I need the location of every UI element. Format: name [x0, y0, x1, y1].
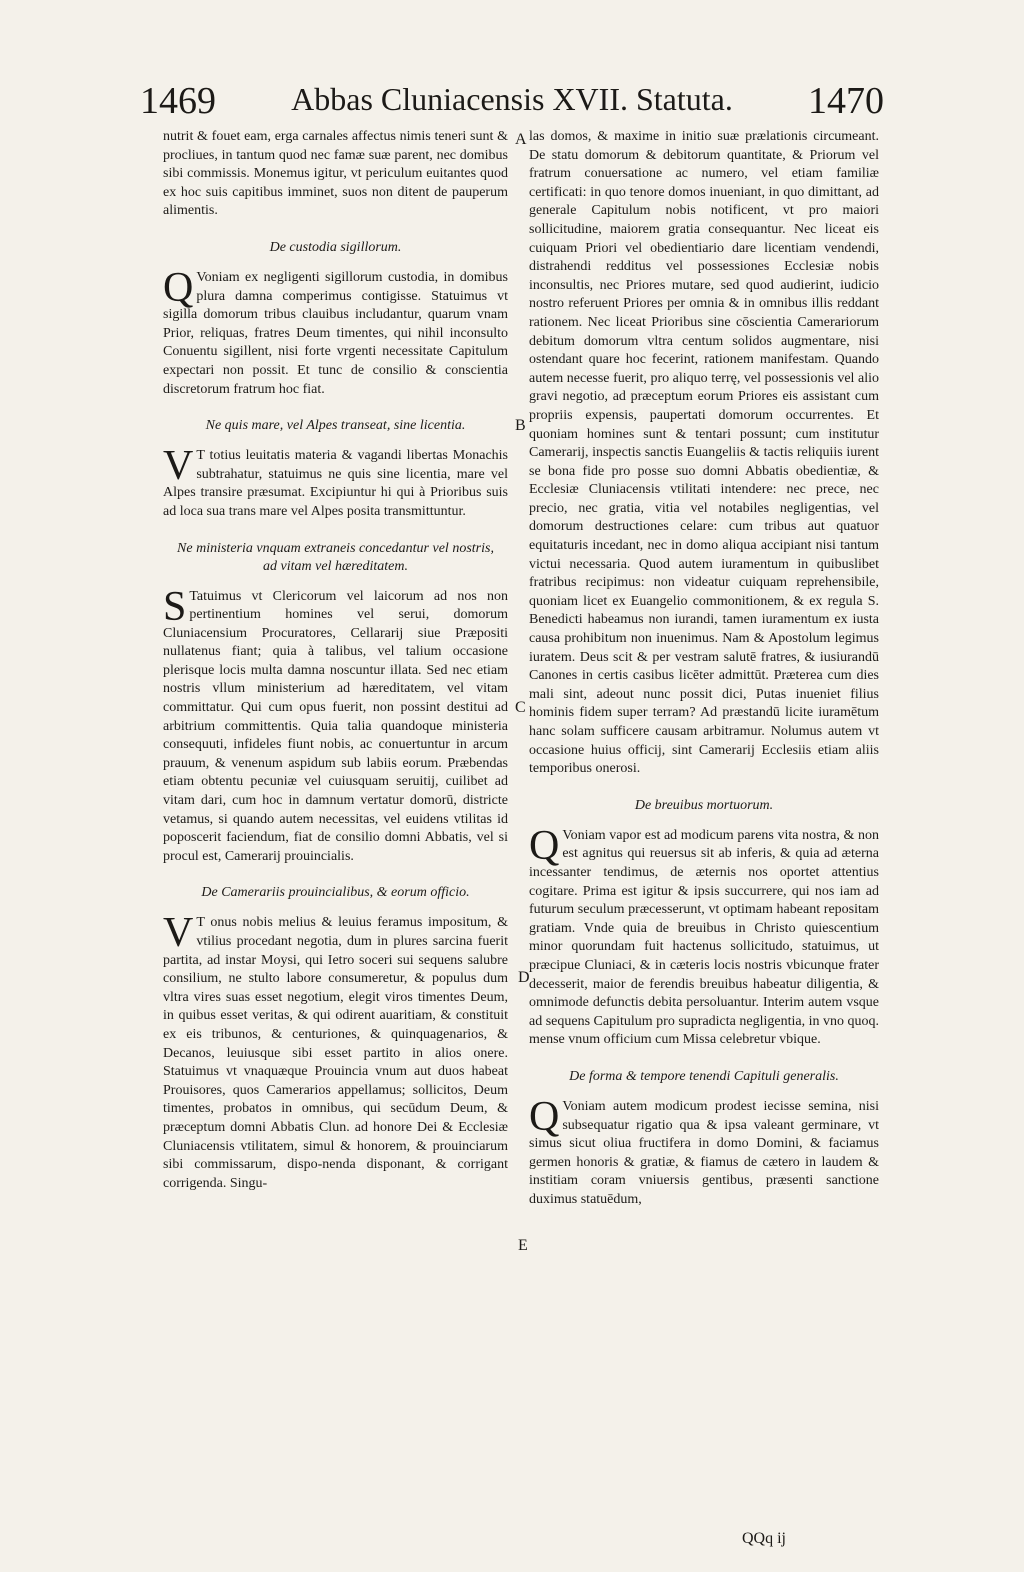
section-heading: Ne quis mare, vel Alpes transeat, sine licentia. [205, 418, 466, 434]
section-heading: Ne ministeria vnquam extraneis concedantur vel nostris, ad vitam vel hæreditatem. [177, 540, 494, 574]
right-page-number: 1470 [808, 80, 884, 122]
section-paragraph [163, 264, 508, 399]
margin-letter-d: D [518, 969, 530, 986]
drop-cap: S [163, 583, 187, 630]
drop-cap: Q [163, 264, 194, 311]
margin-letter-c: C [515, 699, 526, 716]
section-heading: De Camerariis prouincialibus, & eorum officio. [201, 885, 470, 901]
right-column [529, 128, 879, 1209]
section-paragraph [163, 583, 508, 867]
section-text: Voniam ex negligenti sigillorum custodia, in domibus plura damna comperimus contigisse. Statuimus vt sigilla domorum tribus clauibus includantur, quarum vnam Prior, reliquas, fratres Deum timentes, qui nihil inconsulto Conuentu sigillent, nisi forte vrgenti necessitate Capitulum expectari non possit. Et tunc de consilio & conscientia discretorum fratrum hoc fiat. [163, 269, 508, 397]
drop-cap: Q [529, 1093, 560, 1140]
left-column [163, 128, 508, 1193]
page-header [140, 82, 884, 132]
right-intro-paragraph: las domos, & maxime in initio suæ prælationis circumeant. De statu domorum & debitorum quantitate, & Priorum vel fratrum conuersatione ac numero, vel etiam familiæ certificati: in quo tenore domos inueniant, in quo dimittant, ad generale Capitulum nobis notificent, vt pro maiori sollicitudine, maiorem gratia consequantur. Nec liceat eis cuiquam Priori vel obedientiario dare licentiam vendendi, distrahendi redditus vel possessiones Ecclesiæ nobis inconsultis, nec Priores mutare, sed quod audierint, iudicio nostro referuent Priores per omnia & in omnibus illis reddant rationem. Nec liceat Prioribus sine cōscientia Camerariorum debitum domorum vltra centum solidos augmentare, nisi ostendant quare hoc fecerint, rationem manifestam. Quando autem necesse fuerit, pro aliquo terrę, vel possessionis vel alio gravi negotio, ad præceptum eorum Priores eis assistant cum propriis expensis, paupertati domorum occurrentes. Et quoniam homines sunt & tentari possunt; cum institutur Camerarij, inspectis sanctis Euangeliis & tactis reliquiis iurent se bona fide pro posse suo domni Abbatis obedientiæ, & Ecclesiæ Cluniacensis vtilitati intendere: nec prece, nec precio, nec gratia, vitia vel notabiles negligentias, vel domorum destructiones celare: cum tribus aut quatuor equitaturis incedant, nec in domo aliqua accipiant nisi tantum victui necessaria. Quod autem iuramentum in quibuslibet fratribus recipimus: non videatur cuiquam reprehensibile, quoniam licet ex Euangelio commonitionem, & ex regula S. Benedicti habeamus non iurandi, tamen iuramentum ex iusta causa prohibitum non inuenimus. Nam & Apostolum legimus iuratem. Deus scit & per vestram salutē fratres, & iusiurandū Canones in certis casibus licēter admittūt. Præterea cum dies mali sint, adeout nunc possit dici, Putas inueniet filius hominis fidem super terram? Ad præstandū licite iuramētum hanc solam sufficere causam arbitramur. Nolumus autem vt occasione huius officij, sint Camerarij Ecclesiis etiam aliis temporibus onerosi. [529, 129, 879, 777]
drop-cap: V [163, 443, 194, 490]
drop-cap: V [163, 910, 194, 957]
section-heading: De breuibus mortuorum. [634, 797, 774, 813]
section-text: Voniam autem modicum prodest iecisse semina, nisi subsequatur rigatio qua & ipsa valeant germinare, vt simus sicut oliua fructifera in domo Domini, & faciamus germen honoris & gratiæ, & fiamus de cætero in laudem & institiam coram vniuersis gentibus, præsenti sanctione duximus statuēdum, [529, 1098, 879, 1207]
section-paragraph [163, 910, 508, 1193]
section-paragraph [529, 1093, 879, 1210]
section-text: T totius leuitatis materia & vagandi libertas Monachis subtrahatur, statuimus ne quis sine licentia, mare vel Alpes transire præsumat. Excipiuntur hi qui à Prioribus suis ad loca sua trans mare vel Alpes posita transmittuntur. [163, 448, 508, 519]
section-heading: De custodia sigillorum. [269, 239, 402, 255]
left-intro-paragraph: nutrit & fouet eam, erga carnales affectus nimis teneri sunt & procliues, in tantum quod nec famæ suæ parent, nec domibus sibi commissis. Monemus igitur, vt periculum euitantes quod ex hoc suis capitibus imminet, suos non ditent de pauperum alimentis. [163, 129, 508, 219]
section-paragraph [163, 443, 508, 521]
margin-letter-b: B [515, 417, 526, 434]
section-paragraph [529, 822, 879, 1050]
section-text: T onus nobis melius & leuius feramus impositum, & vtilius procedant negotia, dum in plures sarcina fuerit partita, ad instar Moysi, qui Ietro soceri sui sequens salubre consilium, ne stulto labore consumeretur, & populus dum vltra vires suas esset negotium, elegit viros timentes Deum, in quibus esset veritas, & qui odirent auaritiam, & constituit ex eis tribunos, & centuriones, & quinquagenarios, & Decanos, leuiusque sibi esset partito in alios onere. Statuimus vt vnaquæque Prouincia vnum aut duos habeat Prouisores, quos Camerarios appellamus; sollicitos, Deum timentes, probatos in omnibus, qui secūdum Deum, & præceptum domni Abbatis Clun. ad honore Dei & Ecclesiæ Cluniacensis vtilitatem, simul & honorem, & prouinciarum sibi commissarum, dispo-nenda disponant, & corrigant corrigenda. Singu- [163, 915, 508, 1191]
margin-letter-a: A [515, 131, 527, 148]
section-text: Voniam vapor est ad modicum parens vita nostra, & non est agnitus qui reuersus sit ab inferis, & quia ad æterna incessanter tendimus, de æternis nos oportet attentius cogitare. Prima est igitur & ipsis succurrere, qui nos iam ad futurum seculum præcesserunt, vt optimam habeant repositam gratiam. Vnde quia de breuibus in Christo quiescentium minor quorundam fuit hactenus sollicitudo, statuimus, ut præcipue Cluniaci, & in cæteris locis nostris vbicunque frater decesserit, maior de ferendis breuibus habeatur diligentia, & omnimode defunctis debita persoluantur. Interim autem vsque ad sequens Capitulum pro supradicta negligentia, in vno quoq. mense vnum officium cum Missa celebretur vbique. [529, 827, 879, 1048]
drop-cap: Q [529, 822, 560, 869]
section-heading: De forma & tempore tenendi Capituli generalis. [569, 1068, 839, 1084]
catchword: QQq ij [742, 1530, 786, 1547]
running-title: Abbas Cluniacensis XVII. Statuta. [291, 81, 733, 117]
margin-letter-e: E [518, 1237, 528, 1254]
section-text: Tatuimus vt Clericorum vel laicorum ad nos non pertinentium homines vel serui, domorum Cluniacensium Procuratores, Cellararij siue Præpositi nullatenus fiant; quia à talibus, vel talium occasione plerisque locis multa damna noscuntur illata. Sed nec etiam nostris vllum ministerium ad hæreditatem, vel vitam committatur. Qui cum opus fuerit, non possint destitui ad arbitrium committentis. Quia talia quandoque ministeria consequuti, infideles fiunt nobis, ac conuertuntur in arcum prauum, & venenum aspidum sub labiis eorum. Præbendas etiam obtentu pecuniæ vel cuiusquam seruitij, cuilibet ad vitam dari, cum hoc in damnum vertatur domorū, districte vetamus, si quando autem necessitas, vel euidens vtilitas id poposcerit faciendum, fiat de consilio domni Abbatis, vel si procul est, Camerarij prouincialis. [163, 588, 508, 864]
left-page-number: 1469 [140, 80, 216, 122]
